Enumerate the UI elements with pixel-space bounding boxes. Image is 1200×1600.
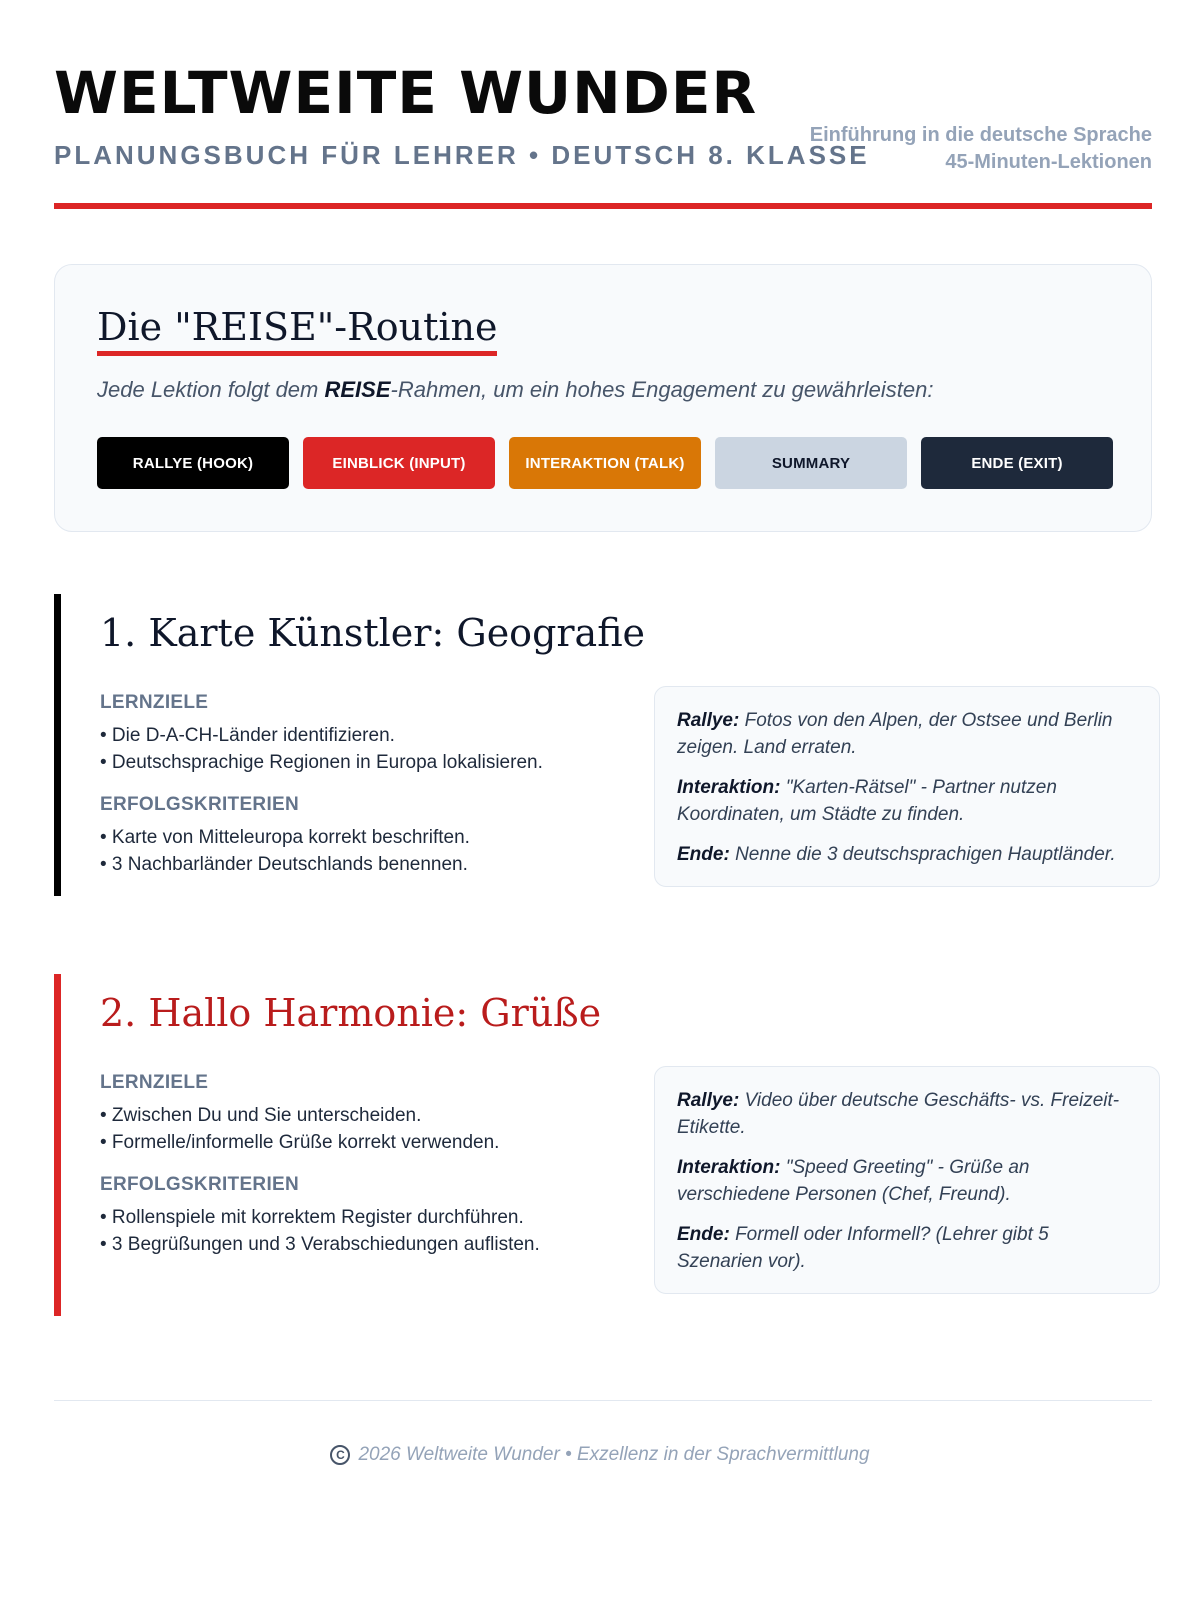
- routine-steps: [97, 437, 1113, 489]
- routine-description: Jede Lektion folgt dem REISE-Rahmen, um ein hohes Engagement zu gewährleisten:: [97, 377, 934, 402]
- list-item: • Zwischen Du und Sie unterscheiden.: [100, 1105, 422, 1126]
- list-item: • Formelle/informelle Grüße korrekt verwenden.: [100, 1132, 500, 1153]
- footer-text: 2026 Weltweite Wunder • Exzellenz in der Sprachvermittlung: [358, 1444, 870, 1465]
- list-item: • Karte von Mitteleuropa korrekt beschriften.: [100, 827, 470, 848]
- page-subtitle: PLANUNGSBUCH FÜR LEHRER • DEUTSCH 8. KLASSE: [54, 140, 870, 170]
- list-item: • Deutschsprachige Regionen in Europa lokalisieren.: [100, 752, 543, 773]
- lesson-2-objectives-label: LERNZIELE: [100, 1072, 209, 1093]
- lesson-2-criteria-label: ERFOLGSKRITERIEN: [100, 1174, 300, 1195]
- lesson-2-activity-card: [654, 1066, 1160, 1294]
- lesson-2-title: 2. Hallo Harmonie: Grüße: [100, 991, 602, 1035]
- footer: [0, 1444, 1200, 1466]
- page-title: WELTWEITE WUNDER: [54, 59, 758, 127]
- lesson-2-goals: [100, 1066, 620, 1258]
- list-item: • 3 Nachbarländer Deutschlands benennen.: [100, 854, 468, 875]
- lesson-2-rallye: Rallye: Video über deutsche Geschäfts- vs. Freizeit-Etikette.: [677, 1090, 1120, 1138]
- routine-title: Die "REISE"-Routine: [97, 305, 497, 356]
- step-einblick: EINBLICK (INPUT): [303, 437, 495, 489]
- meta-duration: 45-Minuten-Lektionen: [945, 151, 1152, 173]
- lesson-1-ende: Ende: Nenne die 3 deutschsprachigen Hauptländer.: [677, 844, 1116, 865]
- lesson-2-ende: Ende: Formell oder Informell? (Lehrer gibt 5 Szenarien vor).: [677, 1224, 1049, 1272]
- header-divider: [54, 203, 1152, 209]
- lesson-1-accent-bar: [54, 594, 61, 896]
- lesson-2-interaktion: Interaktion: "Speed Greeting" - Grüße an verschiedene Personen (Chef, Freund).: [677, 1157, 1030, 1205]
- list-item: • Rollenspiele mit korrektem Register durchführen.: [100, 1207, 524, 1228]
- step-rallye: RALLYE (HOOK): [97, 437, 289, 489]
- header-meta: [810, 122, 1152, 176]
- lesson-1-goals: [100, 686, 620, 878]
- meta-course: Einführung in die deutsche Sprache: [809, 124, 1152, 146]
- lesson-1-criteria-label: ERFOLGSKRITERIEN: [100, 794, 300, 815]
- lesson-2-accent-bar: [54, 974, 61, 1316]
- lesson-1-activity-card: [654, 686, 1160, 887]
- lesson-1-title: 1. Karte Künstler: Geografie: [100, 611, 646, 655]
- list-item: • Die D-A-CH-Länder identifizieren.: [100, 725, 395, 746]
- list-item: • 3 Begrüßungen und 3 Verabschiedungen auflisten.: [100, 1234, 540, 1255]
- copyright-icon: C: [330, 1445, 350, 1465]
- lesson-1-rallye: Rallye: Fotos von den Alpen, der Ostsee und Berlin zeigen. Land erraten.: [677, 710, 1113, 758]
- lesson-1-interaktion: Interaktion: "Karten-Rätsel" - Partner nutzen Koordinaten, um Städte zu finden.: [677, 777, 1057, 825]
- step-ende: ENDE (EXIT): [921, 437, 1113, 489]
- lesson-1-objectives-label: LERNZIELE: [100, 692, 209, 713]
- step-summary: SUMMARY: [715, 437, 907, 489]
- routine-panel: [54, 264, 1152, 532]
- page-header: [54, 58, 1152, 173]
- step-interaktion: INTERAKTION (TALK): [509, 437, 701, 489]
- lesson-1: [54, 594, 1152, 896]
- lesson-2: [54, 974, 1152, 1316]
- footer-divider: [54, 1400, 1152, 1401]
